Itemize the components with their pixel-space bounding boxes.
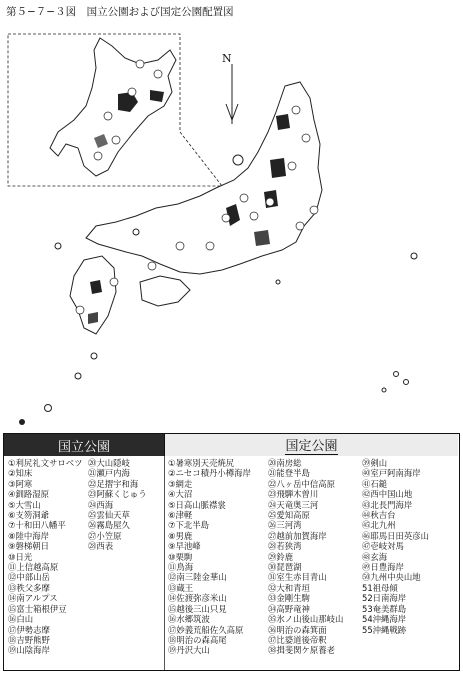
list-item: ⑳南房総 xyxy=(268,458,302,468)
list-item: ㊾日豊海岸 xyxy=(362,562,404,573)
list-item: ㊲比婆道後帝釈 xyxy=(268,634,327,645)
list-item: ㊶石鎚 xyxy=(362,478,388,489)
list-item: ⑳大山隠岐 xyxy=(88,458,130,468)
list-item: ㊿九州中央山地 xyxy=(362,572,421,583)
list-item: ㉘西表 xyxy=(88,541,114,552)
hokkaido-outline xyxy=(50,38,176,176)
list-item: ㉑瀬戸内海 xyxy=(88,468,130,479)
list-item: ⑮越後三山只見 xyxy=(168,603,227,614)
list-item: ⑯水郷筑波 xyxy=(168,614,210,625)
list-item: ㉗小笠原 xyxy=(88,530,122,541)
honshu-park-fuji xyxy=(254,230,270,246)
list-item: 52日南海岸 xyxy=(362,593,407,604)
misc-island xyxy=(411,253,417,259)
list-item: ㊴剣山 xyxy=(362,458,388,468)
list-item: ㉕愛知高原 xyxy=(268,510,310,521)
list-item: ㉟氷ノ山後山那岐山 xyxy=(268,614,344,625)
list-item: ⑩日光 xyxy=(8,551,33,562)
list-item: ⑧陸中海岸 xyxy=(8,530,50,541)
list-item: ⑲丹沢大山 xyxy=(168,645,210,656)
list-item: ㉜大和青垣 xyxy=(268,582,310,593)
list-item: ㊻耶馬日田英彦山 xyxy=(362,530,429,541)
figure-title: 第５−７−３図 国立公園および国定公園配置図 xyxy=(6,6,234,18)
list-item: ㉙鈴鹿 xyxy=(268,551,294,562)
list-item: ⑯白山 xyxy=(8,614,34,625)
list-item: ①利尻礼文サロベツ xyxy=(8,458,83,468)
national-park-list-2 xyxy=(88,458,164,552)
honshu-park-bandai xyxy=(270,158,286,178)
ogasawara-island-1 xyxy=(394,372,399,377)
list-item: ③阿寒 xyxy=(8,478,33,489)
quasi-park-list-2 xyxy=(268,458,360,656)
list-item: ④釧路湿原 xyxy=(8,489,50,500)
national-park-header: 国立公園 xyxy=(4,434,165,456)
list-item: ㉞高野竜神 xyxy=(268,603,310,614)
park-legend xyxy=(3,433,460,671)
list-item: ⑧男鹿 xyxy=(168,530,193,541)
list-item: ⑭佐渡弥彦米山 xyxy=(168,593,227,604)
list-item: ㉔天竜奥三河 xyxy=(268,499,319,510)
list-item: ⑫中部山岳 xyxy=(8,572,50,583)
list-item: ⑰妙義荒船佐久高原 xyxy=(168,624,244,635)
list-item: ⑨磐梯朝日 xyxy=(8,541,50,552)
list-item: ⑨早池峰 xyxy=(168,541,201,552)
kyushu-park-kirishima xyxy=(88,312,98,324)
list-item: ㊷西中国山地 xyxy=(362,489,413,500)
hokkaido-park-akan xyxy=(150,90,164,102)
list-item: ③網走 xyxy=(168,478,193,489)
list-item: ⑥支笏洞爺 xyxy=(8,510,50,521)
list-item: ④大沼 xyxy=(168,489,193,500)
list-item: ㊵室戸阿南海岸 xyxy=(362,468,421,479)
iriomote-island xyxy=(19,419,25,425)
list-item: ②知床 xyxy=(8,468,33,479)
list-item: ⑬秩父多摩 xyxy=(8,582,50,593)
list-item: ㉘若狭湾 xyxy=(268,541,302,552)
north-label: N xyxy=(222,52,232,65)
sado-island xyxy=(233,155,243,165)
honshu-park-towada xyxy=(276,114,290,130)
japan-park-map xyxy=(0,20,463,432)
list-item: ㊹秋吉台 xyxy=(362,510,396,521)
okinawa-island xyxy=(45,405,52,412)
quasi-national-park-header: 国定公園 xyxy=(165,434,458,456)
list-item: ⑱明治の森高尾 xyxy=(168,634,227,645)
list-item: 53奄美群島 xyxy=(362,603,407,614)
list-item: ㊸北長門海岸 xyxy=(362,499,413,510)
list-item: ⑦十和田八幡平 xyxy=(8,520,66,531)
list-item: ㉗越前加賀海岸 xyxy=(268,530,327,541)
north-arrow xyxy=(226,64,238,124)
list-item: ㉓阿蘇くじゅう xyxy=(88,489,147,500)
izu-islands xyxy=(276,280,280,284)
list-item: ⑰伊勢志摩 xyxy=(8,624,50,635)
list-item: ⑱吉野熊野 xyxy=(8,634,50,645)
quasi-park-list-3 xyxy=(362,458,458,635)
list-item: 55沖縄戦跡 xyxy=(362,624,407,635)
kyushu-park-aso xyxy=(90,280,102,294)
list-item: 54沖縄海岸 xyxy=(362,614,407,625)
list-item: ⑪上信越高原 xyxy=(8,562,59,573)
list-item: ⑪鳥海 xyxy=(168,562,194,573)
list-item: ㉚琵琶湖 xyxy=(268,562,302,573)
list-item: ㉑能登半島 xyxy=(268,468,310,479)
list-item: ②ニセコ積丹小樽海岸 xyxy=(168,468,251,479)
list-item: ㊽玄海 xyxy=(362,551,388,562)
list-item: ㊼壱岐対馬 xyxy=(362,541,404,552)
list-item: ⑩栗駒 xyxy=(168,551,193,562)
list-item: ㉒足摺宇和海 xyxy=(88,478,139,489)
list-item: ⑦下北半島 xyxy=(168,520,210,531)
list-item: ⑲山陰海岸 xyxy=(8,645,50,656)
list-item: ㊺北九州 xyxy=(362,520,396,531)
list-item: 51祖母傾 xyxy=(362,582,398,593)
yakushima-island xyxy=(91,353,97,359)
list-item: ⑮富士箱根伊豆 xyxy=(8,603,67,614)
tsushima-island xyxy=(55,243,61,249)
list-item: ㊳揖斐関ケ原養老 xyxy=(268,645,335,656)
list-item: ⑥津軽 xyxy=(168,510,193,521)
national-park-list-1 xyxy=(8,458,86,656)
list-item: ㉓飛騨木曽川 xyxy=(268,489,319,500)
ogasawara-island-3 xyxy=(382,388,386,392)
list-item: ㉖三河湾 xyxy=(268,520,302,531)
list-item: ⑬蔵王 xyxy=(168,582,194,593)
list-item: ⑫南三陸金華山 xyxy=(168,572,227,583)
list-item: ①暑寒別天売焼尻 xyxy=(168,458,235,468)
oki-island xyxy=(133,229,139,235)
amami-island xyxy=(75,373,81,379)
quasi-park-list-1 xyxy=(168,458,266,656)
ogasawara-island-2 xyxy=(404,380,409,385)
list-item: ⑭南アルプス xyxy=(8,593,58,604)
list-item: ㉝金剛生駒 xyxy=(268,593,310,604)
list-item: ㉒八ヶ岳中信高原 xyxy=(268,478,335,489)
list-item: ㊱明治の森箕面 xyxy=(268,624,327,635)
list-item: ㉛室生赤目青山 xyxy=(268,572,327,583)
list-item: ㉕雲仙天草 xyxy=(88,510,130,521)
list-item: ⑤大雪山 xyxy=(8,499,41,510)
shikoku-outline xyxy=(140,276,190,306)
list-item: ㉖霧島屋久 xyxy=(88,520,130,531)
list-item: ⑤日高山脈襟裳 xyxy=(168,499,226,510)
list-item: ㉔西海 xyxy=(88,499,114,510)
